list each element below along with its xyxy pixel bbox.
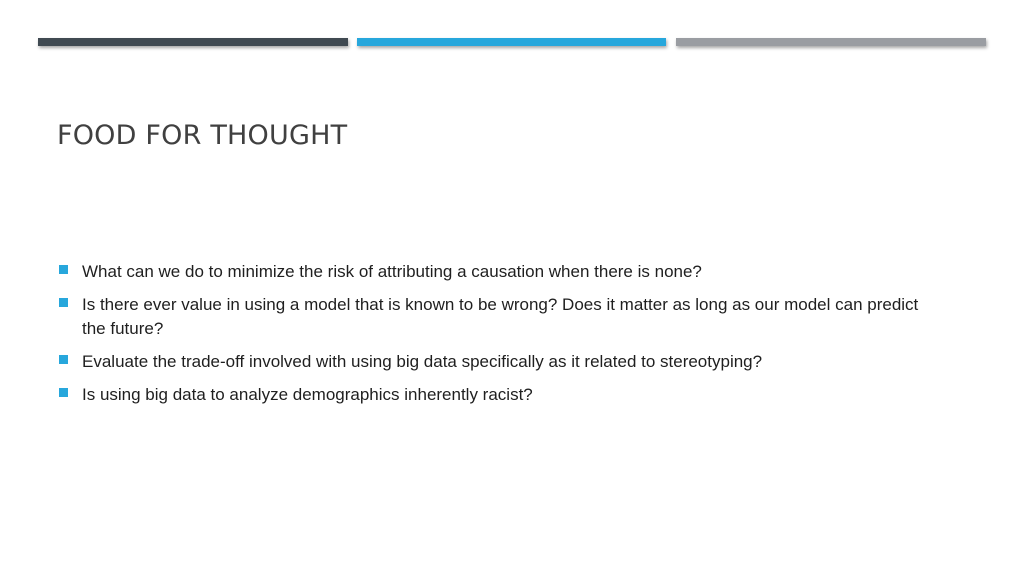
bullet-item	[58, 260, 938, 284]
bullet-item	[58, 350, 938, 374]
bullet-text: Is there ever value in using a model that is known to be wrong? Does it matter as long as our model can predict the future?	[82, 295, 919, 338]
slide-title: FOOD FOR THOUGHT	[57, 120, 348, 151]
accent-bar-dark	[38, 38, 348, 46]
bullet-item	[58, 383, 938, 407]
bullet-item	[58, 293, 938, 341]
bullet-text: Evaluate the trade-off involved with using big data specifically as it related to stereotyping?	[82, 352, 763, 371]
square-bullet-icon	[59, 298, 68, 307]
bullet-list	[58, 260, 938, 416]
square-bullet-icon	[59, 388, 68, 397]
square-bullet-icon	[59, 265, 68, 274]
accent-bar-blue	[357, 38, 666, 46]
bullet-text: What can we do to minimize the risk of attributing a causation when there is none?	[82, 262, 702, 281]
accent-bar-gray	[676, 38, 986, 46]
square-bullet-icon	[59, 355, 68, 364]
bullet-text: Is using big data to analyze demographics inherently racist?	[82, 385, 533, 404]
